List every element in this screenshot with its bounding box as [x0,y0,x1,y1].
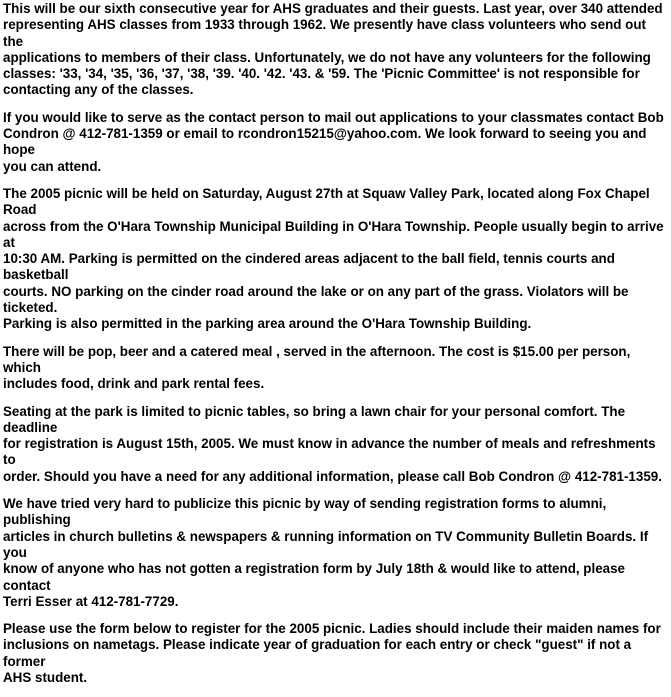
paragraph-registration-form: Please use the form below to register for the 2005 picnic. Ladies should include their maiden names for inclusions on nametags. Please indicate year of graduation for each entry or check "guest" if not a former AHS student. [3,621,661,685]
document-body [3,1,667,697]
paragraph-contact-volunteer: If you would like to serve as the contact person to mail out applications to your classmates contact Bob Condron @ 412-781-1359 or email to rcondron15215@yahoo.com. We look forward to seeing you and hope you can attend. [3,109,664,174]
paragraph-intro: This will be our sixth consecutive year for AHS graduates and their guests. Last year, over 340 attended representing AHS classes from 1933 through 1962. We presently have class volunteers who send out the applications to members of their class. Unfortunately, we do not have any volunteers for the following classes: '33, '34, '35, '36, '37, '38, '39. '40. '42. '43. & '59. The 'Picnic Committee' is not responsible for contacting any of the classes. [3,1,663,98]
paragraph-picnic-location: The 2005 picnic will be held on Saturday, August 27th at Squaw Valley Park, located along Fox Chapel Road across from the O'Hara Township Municipal Building in O'Hara Township. People usually begin to arrive at 10:30 AM. Parking is permitted on the cindered areas adjacent to the ball field, tennis courts and basketball courts. NO parking on the cinder road around the lake or on any part of the grass. Violators will be ticketed. Parking is also permitted in the parking area around the O'Hara Township Building. [3,185,664,332]
paragraph-publicity: We have tried very hard to publicize this picnic by way of sending registration forms to alumni, publishing articles in church bulletins & newspapers & running information on TV Community Bulletin Boards. If you know of anyone who has not gotten a registration form by July 18th & would like to attend, please contact Terri Esser at 412-781-7729. [3,496,649,609]
paragraph-cost: There will be pop, beer and a catered meal , served in the afternoon. The cost is $15.00 per person, which includes food, drink and park rental fees. [3,343,631,392]
paragraph-seating-deadline: Seating at the park is limited to picnic tables, so bring a lawn chair for your personal comfort. The deadline for registration is August 15th, 2005. We must know in advance the number of meals and refreshments to order. Should you have a need for any additional information, please call Bob Condron @ 412-781-1359. [3,403,662,484]
